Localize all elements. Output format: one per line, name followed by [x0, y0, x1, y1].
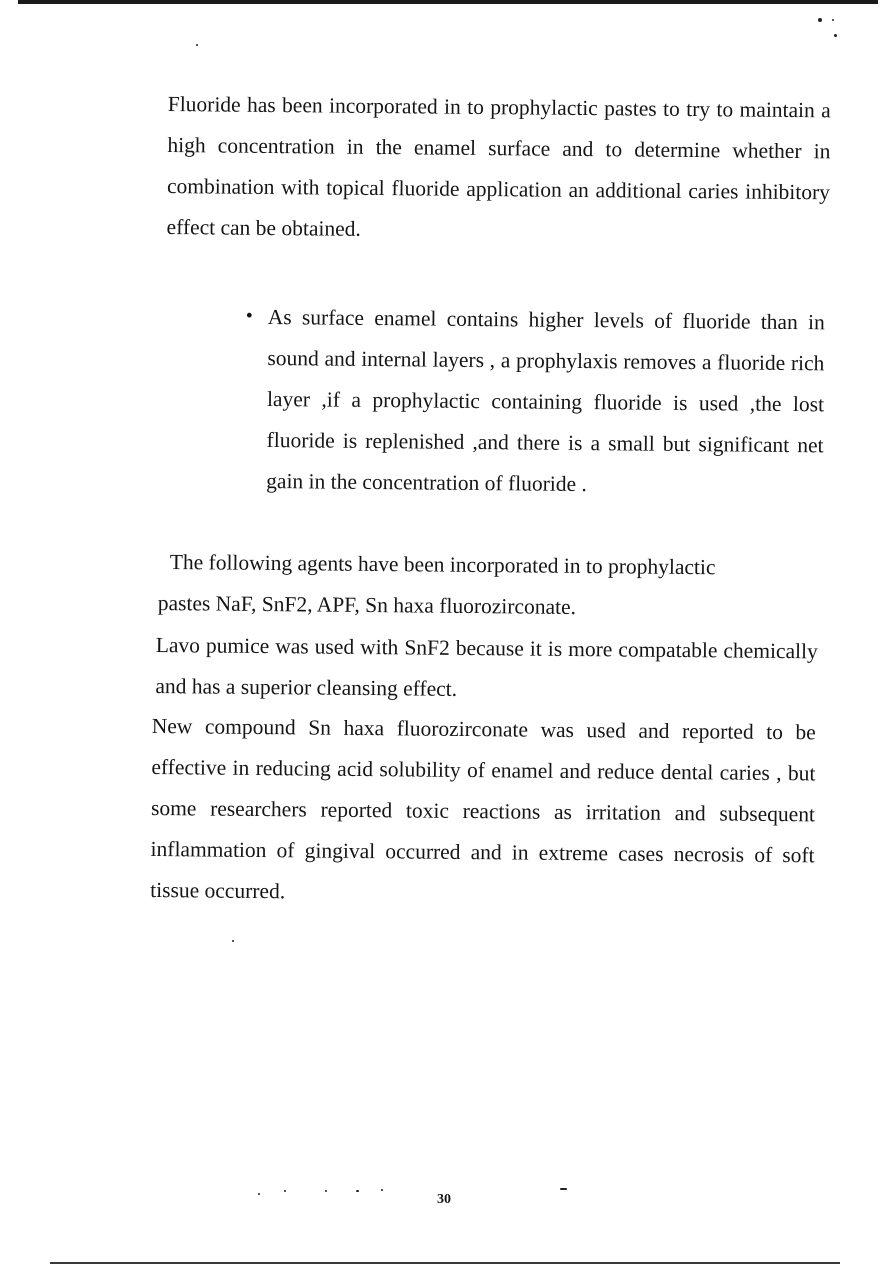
scan-speck	[196, 44, 198, 46]
bottom-scan-border	[50, 1262, 840, 1264]
bullet-item	[245, 297, 825, 507]
paragraph-fluoride-pastes: Fluoride has been incorporated in to prophylactic pastes to try to maintain a high concentration in the enamel surface and to determine whether in combination with topical fluoride application an additional caries inhibitory effect can be obtained.	[166, 91, 831, 241]
page-number: 30	[437, 1192, 451, 1207]
paragraph-agents-line-1: The following agents have been incorporated in to prophylactic	[169, 549, 716, 580]
scan-speck	[232, 940, 234, 942]
scan-speck	[258, 1193, 260, 1195]
scan-speck	[834, 34, 837, 37]
scan-speck	[356, 1190, 359, 1192]
scan-speck	[325, 1190, 327, 1192]
paragraph-agents-line-2: pastes NaF, SnF2, APF, Sn haxa fluorozirconate.	[157, 590, 577, 620]
scan-speck	[381, 1189, 383, 1191]
scan-speck	[818, 18, 822, 22]
paragraph-new-compound: New compound Sn haxa fluorozirconate was used and reported to be effective in reducing acid solubility of enamel and reduce dental caries , but some researchers reported toxic reactions as irritation and subsequent inflammation of gingival occurred and in extreme cases necrosis of soft tissue occurred.	[150, 713, 816, 904]
paragraph-lavo-pumice: Lavo pumice was used with SnF2 because it is more compatable chemically and has a superior cleansing effect.	[155, 632, 818, 701]
bullet-text: As surface enamel contains higher levels of fluoride than in sound and internal layers , a prophylaxis removes a fluoride rich layer ,if a prophylactic containing fluoride is used ,the lost fluoride is replenished ,and there is a small but significant net gain in the concentration of fluoride .	[266, 304, 825, 497]
bullet-marker: •	[245, 304, 253, 327]
scan-speck	[284, 1190, 286, 1192]
top-scan-border	[18, 0, 878, 4]
scan-speck	[560, 1188, 567, 1190]
scan-speck	[832, 19, 834, 21]
